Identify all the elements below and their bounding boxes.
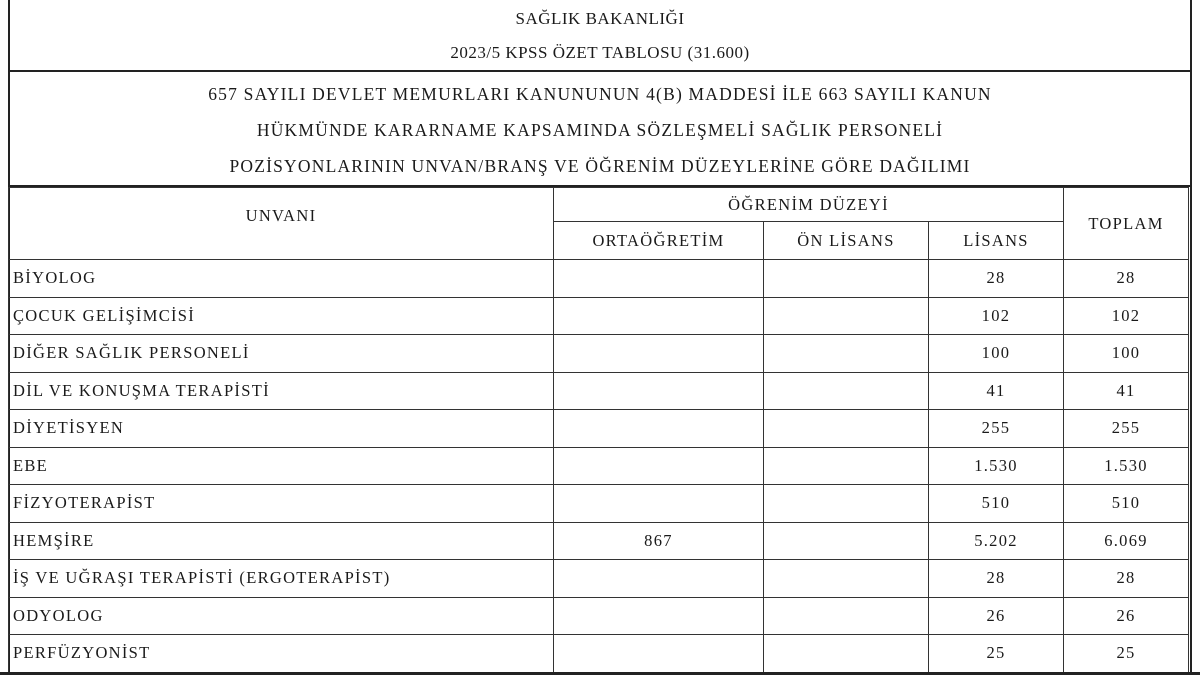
cell-toplam: 25: [1064, 635, 1189, 673]
table-row: [9, 372, 1189, 410]
cell-unvan: HEMŞİRE: [9, 522, 554, 560]
cell-ortaogretim: [554, 297, 764, 335]
subtitle-line-1: 657 SAYILI DEVLET MEMURLARI KANUNUNUN 4(B) MADDESİ İLE 663 SAYILI KANUN: [208, 84, 992, 104]
cell-lisans: 5.202: [929, 522, 1064, 560]
cell-toplam: 1.530: [1064, 447, 1189, 485]
cell-onlisans: [764, 635, 929, 673]
cell-onlisans: [764, 560, 929, 598]
cell-onlisans: [764, 410, 929, 448]
cell-ortaogretim: [554, 560, 764, 598]
cell-toplam: 510: [1064, 485, 1189, 523]
cell-onlisans: [764, 297, 929, 335]
cell-onlisans: [764, 260, 929, 298]
cell-lisans: 100: [929, 335, 1064, 373]
cell-lisans: 25: [929, 635, 1064, 673]
cell-ortaogretim: 867: [554, 522, 764, 560]
table-row: [9, 447, 1189, 485]
cell-onlisans: [764, 372, 929, 410]
column-header-ortaogretim: ORTAÖĞRETİM: [554, 222, 764, 260]
cell-unvan: BİYOLOG: [9, 260, 554, 298]
cell-lisans: 28: [929, 560, 1064, 598]
cell-ortaogretim: [554, 447, 764, 485]
cell-toplam: 102: [1064, 297, 1189, 335]
table-row: [9, 335, 1189, 373]
title-block: [10, 0, 1190, 72]
table-body: [9, 260, 1189, 673]
cell-onlisans: [764, 522, 929, 560]
cell-lisans: 1.530: [929, 447, 1064, 485]
cell-ortaogretim: [554, 260, 764, 298]
cell-onlisans: [764, 597, 929, 635]
cell-toplam: 26: [1064, 597, 1189, 635]
cell-unvan: DİĞER SAĞLIK PERSONELİ: [9, 335, 554, 373]
ministry-title: SAĞLIK BAKANLIĞI: [515, 9, 685, 28]
cell-ortaogretim: [554, 410, 764, 448]
cell-toplam: 41: [1064, 372, 1189, 410]
table-row: [9, 410, 1189, 448]
cell-unvan: ÇOCUK GELİŞİMCİSİ: [9, 297, 554, 335]
table-row: [9, 597, 1189, 635]
cell-toplam: 28: [1064, 260, 1189, 298]
column-group-header-education: ÖĞRENİM DÜZEYİ: [554, 188, 1064, 222]
cell-unvan: EBE: [9, 447, 554, 485]
cell-toplam: 100: [1064, 335, 1189, 373]
table-row: [9, 560, 1189, 598]
cell-unvan: PERFÜZYONİST: [9, 635, 554, 673]
cell-lisans: 28: [929, 260, 1064, 298]
cell-toplam: 255: [1064, 410, 1189, 448]
cell-ortaogretim: [554, 485, 764, 523]
cell-unvan: DİL VE KONUŞMA TERAPİSTİ: [9, 372, 554, 410]
cell-onlisans: [764, 447, 929, 485]
cell-lisans: 102: [929, 297, 1064, 335]
cell-ortaogretim: [554, 335, 764, 373]
cell-unvan: ODYOLOG: [9, 597, 554, 635]
cell-unvan: DİYETİSYEN: [9, 410, 554, 448]
cell-lisans: 255: [929, 410, 1064, 448]
cell-lisans: 26: [929, 597, 1064, 635]
distribution-table: [8, 187, 1189, 673]
table-row: [9, 297, 1189, 335]
table-row: [9, 260, 1189, 298]
cell-lisans: 41: [929, 372, 1064, 410]
cell-ortaogretim: [554, 635, 764, 673]
cell-onlisans: [764, 335, 929, 373]
summary-table-title: 2023/5 KPSS ÖZET TABLOSU (31.600): [450, 43, 750, 62]
cell-ortaogretim: [554, 372, 764, 410]
column-header-onlisans: ÖN LİSANS: [764, 222, 929, 260]
cell-toplam: 28: [1064, 560, 1189, 598]
table-header-row-top: [9, 188, 1189, 222]
cell-ortaogretim: [554, 597, 764, 635]
cell-onlisans: [764, 485, 929, 523]
cell-unvan: FİZYOTERAPİST: [9, 485, 554, 523]
table-row: [9, 635, 1189, 673]
cell-toplam: 6.069: [1064, 522, 1189, 560]
column-header-unvan: UNVANI: [9, 188, 554, 260]
column-header-lisans: LİSANS: [929, 222, 1064, 260]
column-header-toplam: TOPLAM: [1064, 188, 1189, 260]
subtitle-block: [10, 72, 1190, 187]
table-row: [9, 522, 1189, 560]
subtitle-line-2: HÜKMÜNDE KARARNAME KAPSAMINDA SÖZLEŞMELİ SAĞLIK PERSONELİ: [256, 120, 944, 140]
cell-unvan: İŞ VE UĞRAŞI TERAPİSTİ (ERGOTERAPİST): [9, 560, 554, 598]
subtitle-line-3: POZİSYONLARININ UNVAN/BRANŞ VE ÖĞRENİM DÜZEYLERİNE GÖRE DAĞILIMI: [229, 156, 971, 176]
cell-lisans: 510: [929, 485, 1064, 523]
table-row: [9, 485, 1189, 523]
